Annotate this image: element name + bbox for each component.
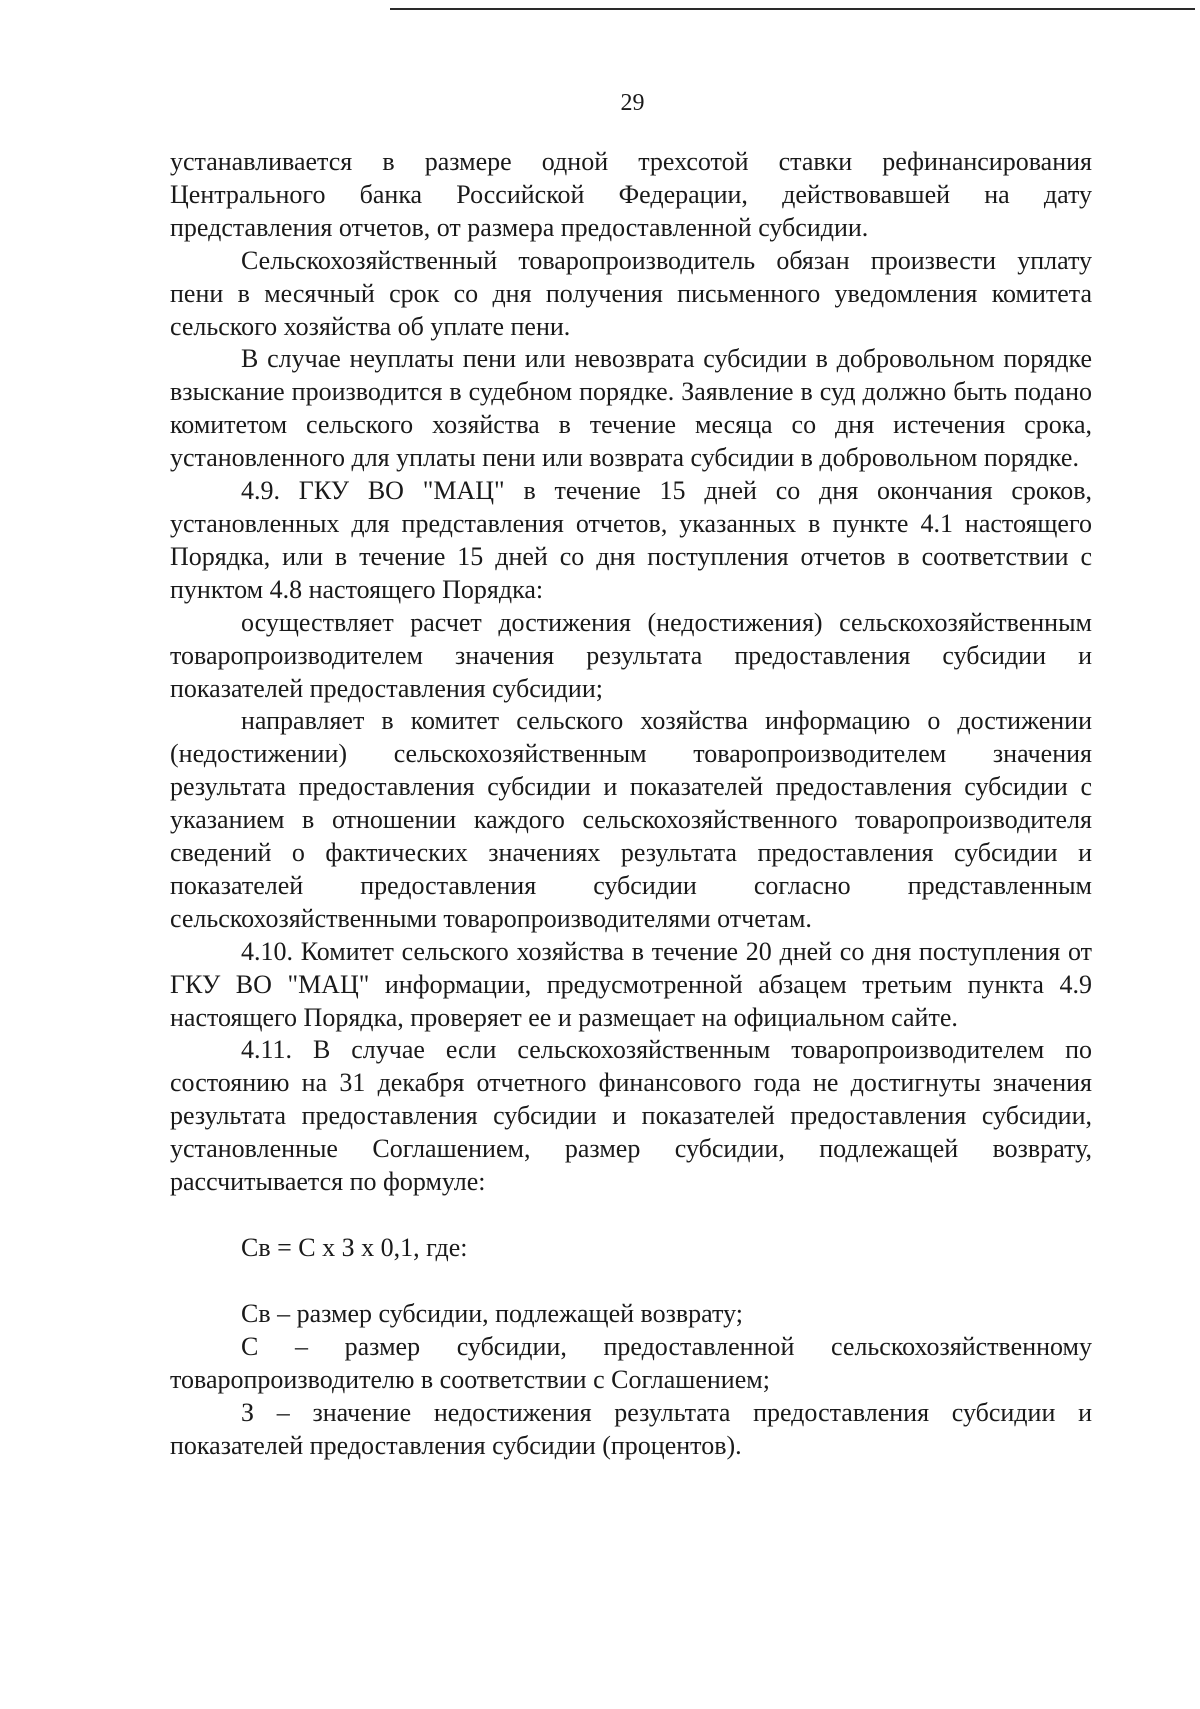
paragraph-4-11: 4.11. В случае если сельскохозяйственным товаропроизводителем по состоянию на 31 декабря отчетного финансового года не достигнуты значения результата предоставления субсидии и показателей предоставления субсидии, установленные Соглашением, размер субсидии, подлежащей возврату, рассчитывается по формуле: [170, 1035, 1092, 1197]
definition-sv: Св – размер субсидии, подлежащей возврату; [241, 1298, 743, 1328]
paragraph-4-9-information: направляет в комитет сельского хозяйства информацию о достижении (недостижении) сельскохозяйственным товаропроизводителем значения результата предоставления субсидии и показателей предоставления субсидии с указанием в отношении каждого сельскохозяйственного товаропроизводителя сведений о фактических значениях результата предоставления субсидии и показателей предоставления субсидии согласно представленным сельскохозяйственными товаропроизводителями отчетам. [170, 706, 1092, 933]
page-number: 29 [620, 90, 645, 116]
refund-formula: Св = С х З х 0,1, где: [241, 1233, 468, 1262]
top-border-line [390, 8, 1195, 10]
paragraph-court-recovery: В случае неуплаты пени или невозврата субсидии в добровольном порядке взыскание производится в судебном порядке. Заявление в суд должно быть подано комитетом сельского хозяйства в течение месяца со дня истечения срока, установленного для уплаты пени или возврата субсидии в добровольном порядке. [170, 344, 1092, 473]
paragraph-4-9: 4.9. ГКУ ВО "МАЦ" в течение 15 дней со дня окончания сроков, установленных для представления отчетов, указанных в пункте 4.1 настоящего Порядка, или в течение 15 дней со дня поступления отчетов в соответствии с пунктом 4.8 настоящего Порядка: [170, 476, 1092, 604]
definition-z: З – значение недостижения результата предоставления субсидии и показателей предоставления субсидии (процентов). [170, 1397, 1092, 1460]
paragraph-4-9-calculation: осуществляет расчет достижения (недостижения) сельскохозяйственным товаропроизводителем значения результата предоставления субсидии и показателей предоставления субсидии; [170, 607, 1092, 703]
paragraph-continuation: устанавливается в размере одной трехсотой ставки рефинансирования Центрального банка Российской Федерации, действовавшей на дату представления отчетов, от размера предоставленной субсидии. [170, 147, 1092, 242]
definition-s: С – размер субсидии, предоставленной сельскохозяйственному товаропроизводителю в соответствии с Соглашением; [170, 1331, 1092, 1394]
paragraph-penalty-payment: Сельскохозяйственный товаропроизводитель обязан произвести уплату пени в месячный срок со дня получения письменного уведомления комитета сельского хозяйства об уплате пени. [170, 245, 1092, 341]
document-body [170, 146, 1092, 1462]
paragraph-4-10: 4.10. Комитет сельского хозяйства в течение 20 дней со дня поступления от ГКУ ВО "МАЦ" информации, предусмотренной абзацем третьим пункта 4.9 настоящего Порядка, проверяет ее и размещает на официальном сайте. [170, 936, 1092, 1032]
